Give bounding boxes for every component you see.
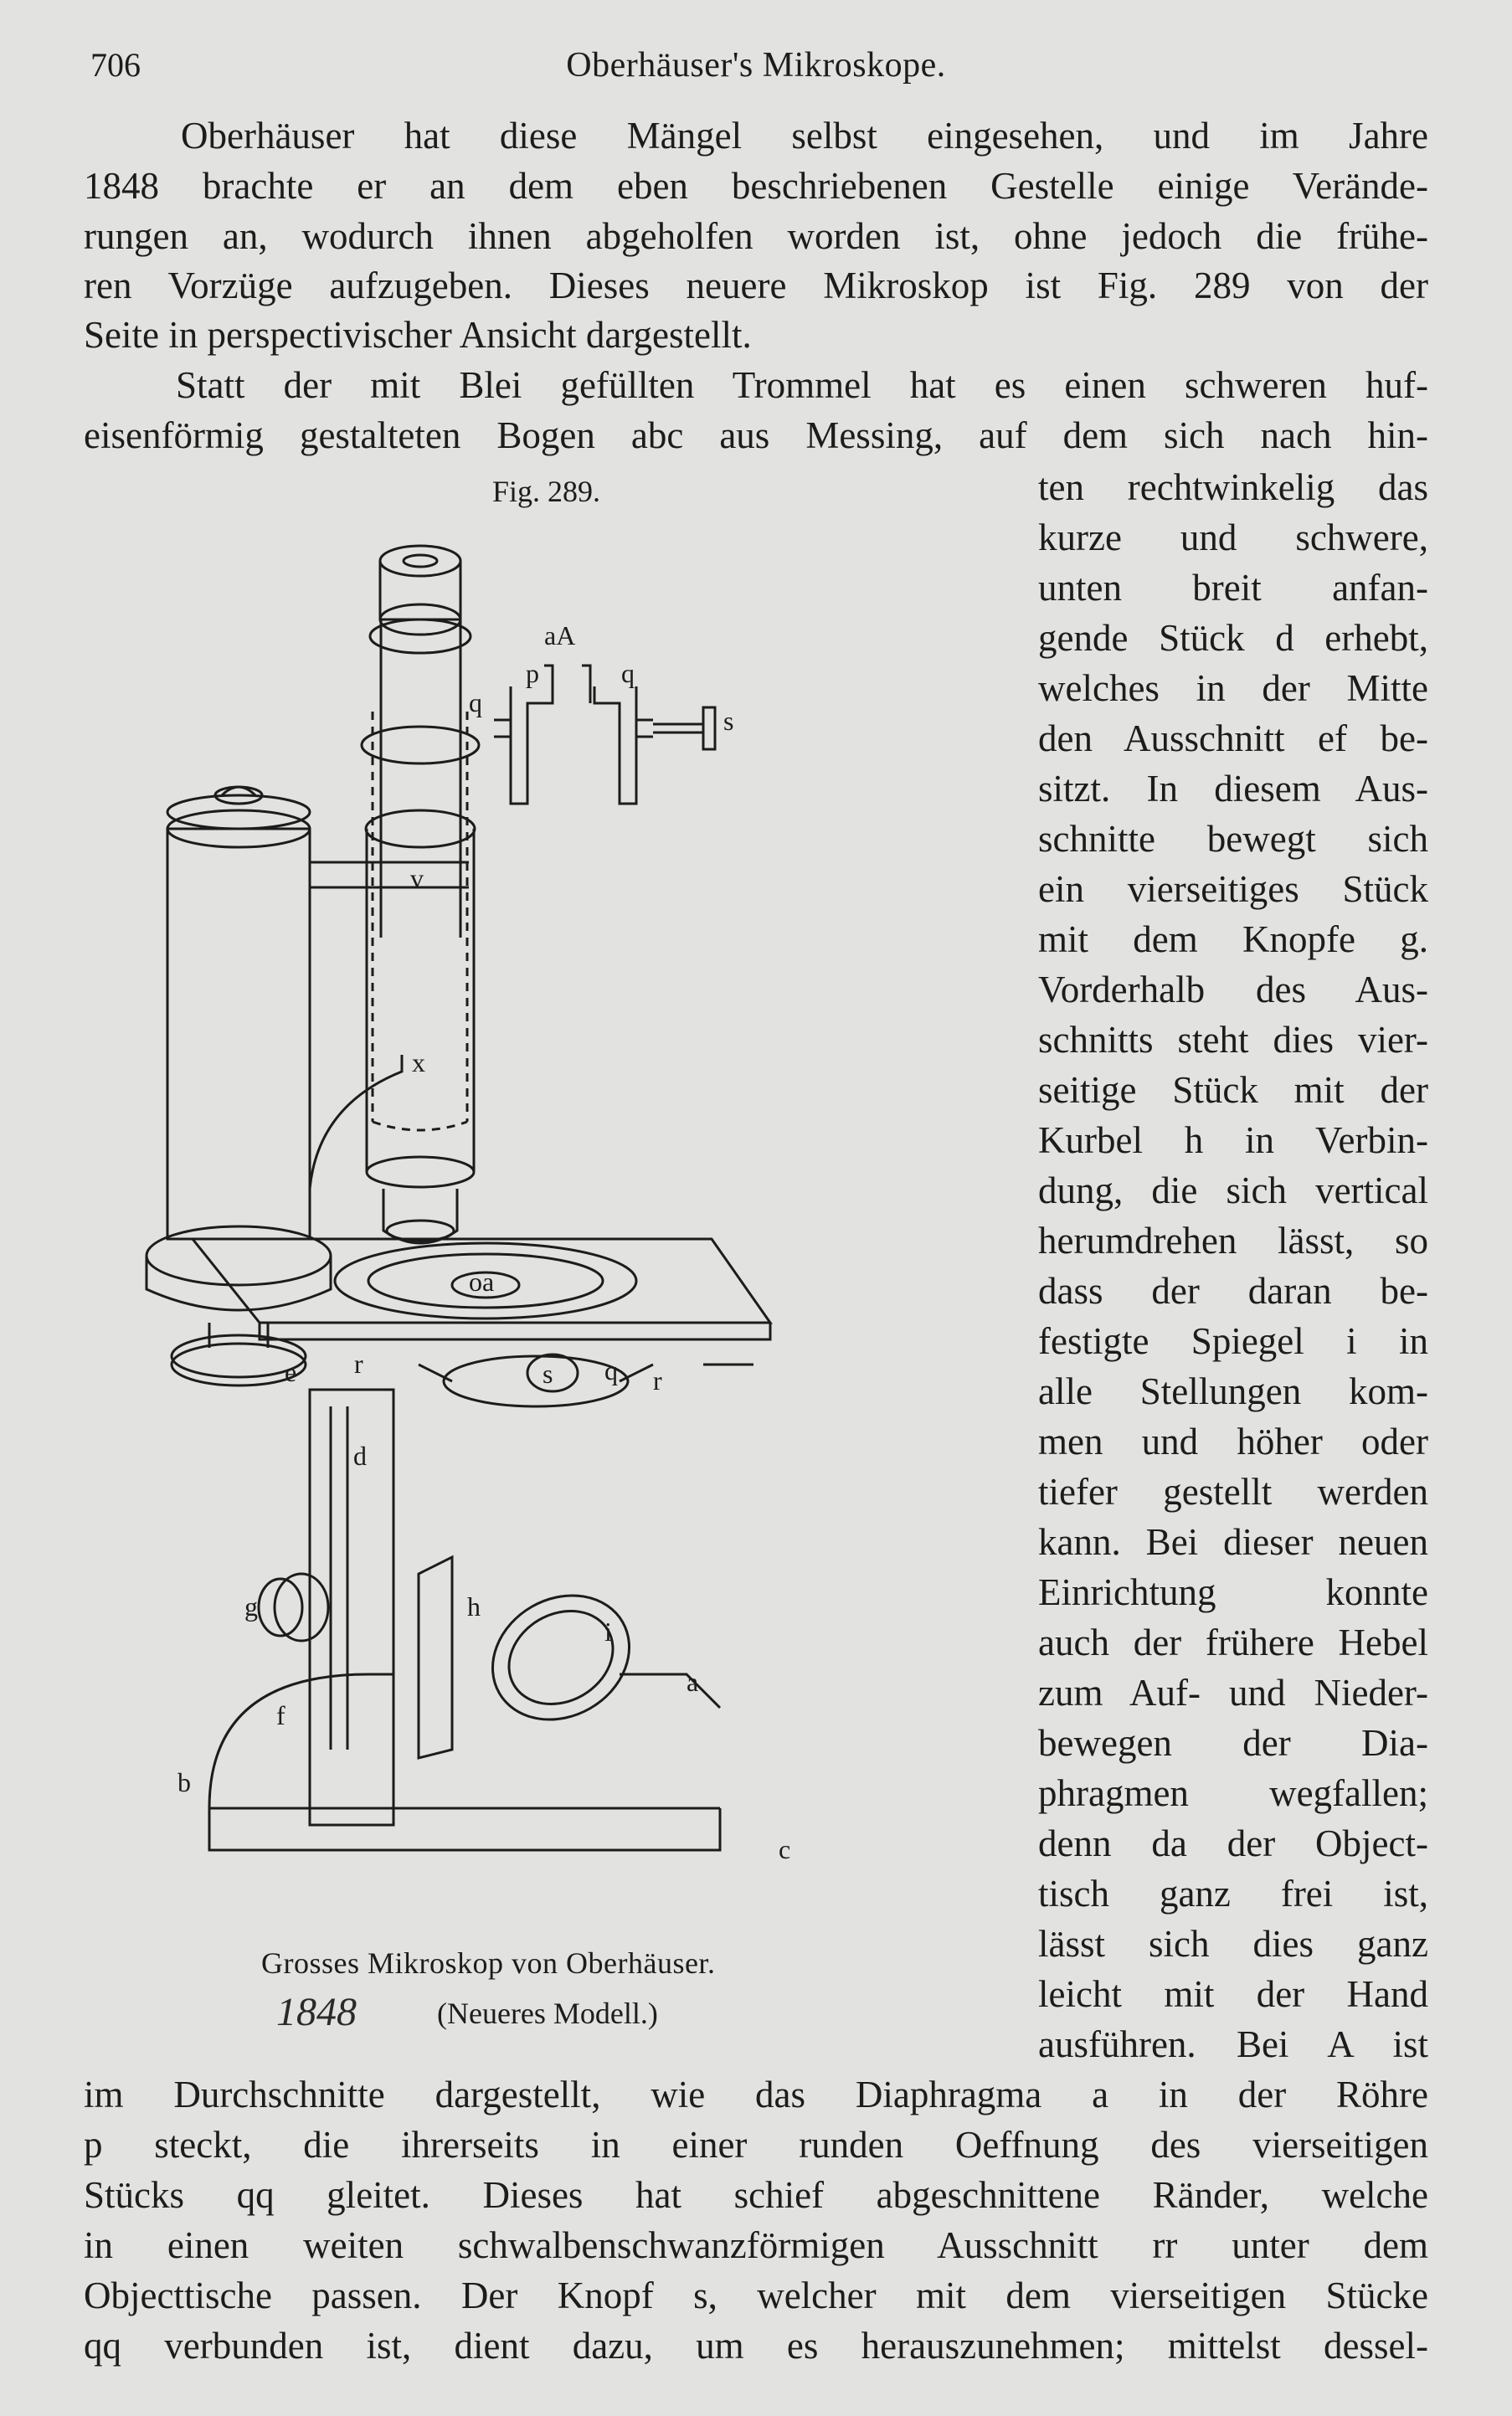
column-line: Einrichtung konnte <box>1038 1571 1428 1613</box>
column-line: herumdrehen lässt, so <box>1038 1220 1428 1262</box>
text-line: eisenförmig gestalteten Bogen abc aus Messing, auf dem sich nach hin- <box>84 414 1428 456</box>
running-title: Oberhäuser's Mikroskope. <box>566 46 946 85</box>
label-p: p <box>526 658 539 688</box>
label-b: b <box>177 1767 191 1797</box>
column-line: zum Auf- und Nieder- <box>1038 1672 1428 1714</box>
column-line: tiefer gestellt werden <box>1038 1471 1428 1513</box>
text-line: Seite in perspectivischer Ansicht dargestellt. <box>84 314 752 356</box>
page-number: 706 <box>90 46 141 84</box>
column-line: ten rechtwinkelig das <box>1038 466 1428 508</box>
column-line: schnitts steht dies vier- <box>1038 1019 1428 1061</box>
label-a: a <box>687 1667 699 1697</box>
column-line: Kurbel h in Verbin- <box>1038 1119 1428 1161</box>
column-line: ausführen. Bei A ist <box>1038 2023 1428 2065</box>
label-x: x <box>412 1047 425 1077</box>
figure-caption: Grosses Mikroskop von Oberhäuser. <box>261 1946 716 1980</box>
figure-subcaption: (Neueres Modell.) <box>437 1997 658 2030</box>
label-r: r <box>354 1349 363 1379</box>
label-q: q <box>621 658 635 688</box>
label-s: s <box>723 706 734 736</box>
figure-label: Fig. 289. <box>492 475 601 508</box>
label-r: r <box>653 1365 662 1396</box>
column-line: phragmen wegfallen; <box>1038 1772 1428 1814</box>
label-e: e <box>285 1357 297 1387</box>
column-line: auch der frühere Hebel <box>1038 1622 1428 1663</box>
column-line: tisch ganz frei ist, <box>1038 1873 1428 1915</box>
text-line: in einen weiten schwalbenschwanzförmigen Ausschnitt rr unter dem <box>84 2224 1428 2266</box>
microscope-illustration <box>117 519 971 1942</box>
column-line: dass der daran be- <box>1038 1270 1428 1312</box>
column-line: gende Stück d erhebt, <box>1038 617 1428 659</box>
text-line: rungen an, wodurch ihnen abgeholfen worden ist, ohne jedoch die frühe- <box>84 215 1428 257</box>
text-line: p steckt, die ihrerseits in einer runden Oeffnung des vierseitigen <box>84 2124 1428 2166</box>
text-line: Oberhäuser hat diese Mängel selbst eingesehen, und im Jahre <box>181 115 1428 157</box>
column-line: den Ausschnitt ef be- <box>1038 717 1428 759</box>
column-line: men und höher oder <box>1038 1421 1428 1462</box>
label-q: q <box>604 1355 618 1385</box>
label-f: f <box>276 1700 285 1730</box>
handwritten-note: 1848 <box>276 1990 357 2034</box>
label-oa: oa <box>469 1267 495 1297</box>
column-line: Vorderhalb des Aus- <box>1038 969 1428 1010</box>
column-line: lässt sich dies ganz <box>1038 1923 1428 1965</box>
column-line: dung, die sich vertical <box>1038 1169 1428 1211</box>
label-q: q <box>469 687 482 717</box>
text-line: ren Vorzüge aufzugeben. Dieses neuere Mikroskop ist Fig. 289 von der <box>84 265 1428 306</box>
column-line: denn da der Object- <box>1038 1822 1428 1864</box>
text-line: qq verbunden ist, dient dazu, um es herauszunehmen; mittelst dessel- <box>84 2325 1428 2367</box>
column-line: kann. Bei dieser neuen <box>1038 1521 1428 1563</box>
column-line: mit dem Knopfe g. <box>1038 918 1428 960</box>
text-line: Objecttische passen. Der Knopf s, welcher mit dem vierseitigen Stücke <box>84 2275 1428 2316</box>
column-line: unten breit anfan- <box>1038 567 1428 609</box>
column-line: seitige Stück mit der <box>1038 1069 1428 1111</box>
text-line: Stücks qq gleitet. Dieses hat schief abgeschnittene Ränder, welche <box>84 2174 1428 2216</box>
column-line: welches in der Mitte <box>1038 667 1428 709</box>
label-g: g <box>244 1591 258 1622</box>
microscope-drawing <box>117 519 971 1942</box>
column-line: schnitte bewegt sich <box>1038 818 1428 860</box>
label-h: h <box>467 1591 481 1622</box>
column-line: festigte Spiegel i in <box>1038 1320 1428 1362</box>
label-c: c <box>779 1834 791 1864</box>
column-line: kurze und schwere, <box>1038 517 1428 558</box>
label-i: i <box>604 1617 612 1647</box>
column-line: sitzt. In diesem Aus- <box>1038 768 1428 810</box>
label-aA: aA <box>544 620 576 650</box>
column-line: bewegen der Dia- <box>1038 1722 1428 1764</box>
column-line: leicht mit der Hand <box>1038 1973 1428 2015</box>
text-line: im Durchschnitte dargestellt, wie das Diaphragma a in der Röhre <box>84 2074 1428 2115</box>
label-d: d <box>353 1441 367 1471</box>
label-v: v <box>410 863 424 893</box>
column-line: alle Stellungen kom- <box>1038 1370 1428 1412</box>
text-line: Statt der mit Blei gefüllten Trommel hat es einen schweren huf- <box>176 364 1428 406</box>
text-line: 1848 brachte er an dem eben beschriebenen Gestelle einige Verände- <box>84 165 1428 207</box>
column-line: ein vierseitiges Stück <box>1038 868 1428 910</box>
label-s: s <box>543 1359 553 1389</box>
